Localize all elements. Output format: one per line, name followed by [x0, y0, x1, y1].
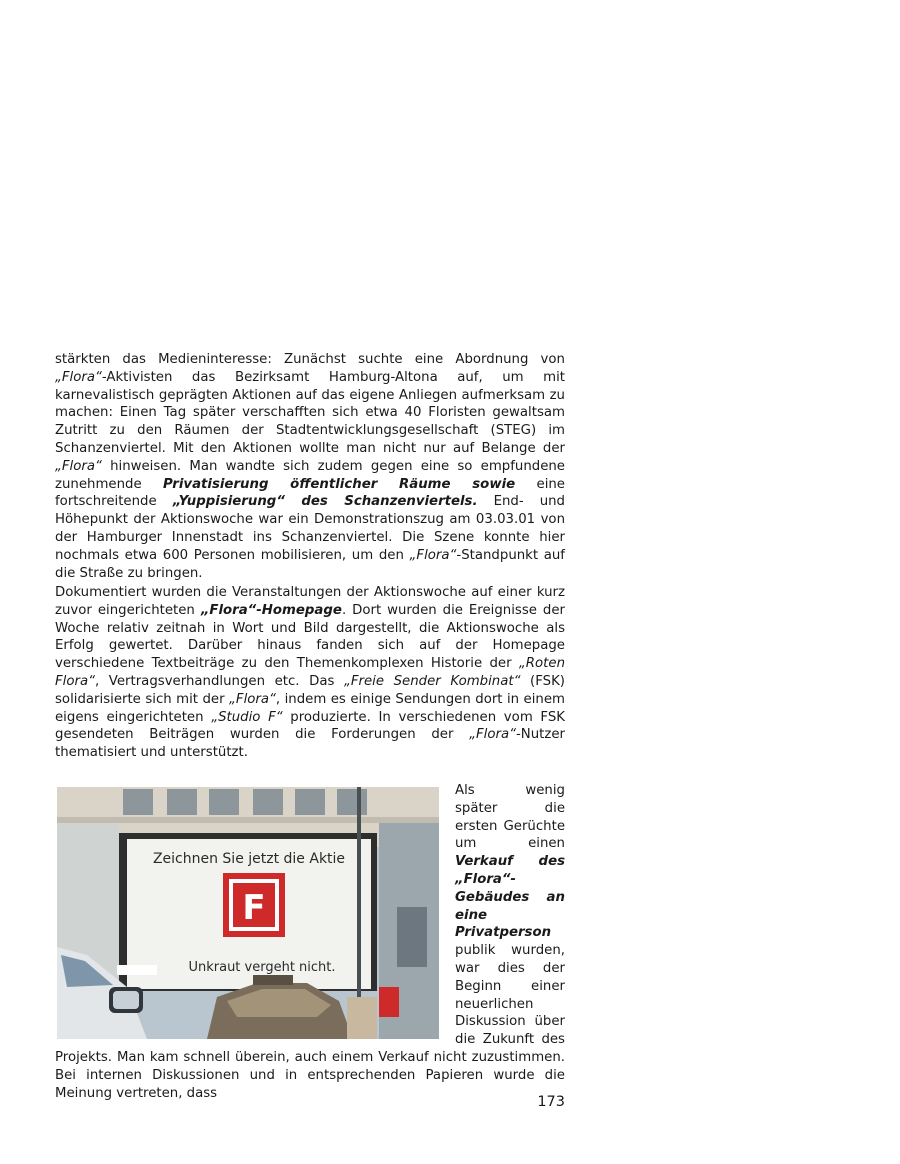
sign-logo-letter: F	[242, 888, 266, 928]
sign-slogan: Unkraut vergeht nicht.	[188, 960, 336, 975]
figure-with-wrapped-text	[55, 782, 565, 1102]
paragraph-2	[55, 584, 565, 762]
page-number: 173	[537, 1094, 565, 1110]
sign-headline: Zeichnen Sie jetzt die Aktie	[152, 851, 346, 867]
paragraph-3: Als wenig später die ersten Gerüchte um einen Verkauf des „Flora“-Gebäudes an eine Privatperson publik wurden, war dies der Beginn einer neuerlichen Diskussion über die Zukunft des Projekts. Man kam schnell überein, auch einem Verkauf nicht zuzustimmen. Bei internen Diskussionen und in entsprechenden Papieren wurde die Meinung vertreten, dass	[55, 783, 565, 1101]
paragraph-text: stärkten das Medieninteresse: Zunächst suchte eine Abordnung von „Flora“-Aktivisten das Bezirksamt Hamburg-Altona auf, um mit karnevalistisch geprägten Aktionen auf das eigene Anliegen aufmerksam zu machen: Einen Tag später verschafften sich etwa 40 Floristen gewaltsam Zutritt zu den Räumen der Stadtentwicklungsgesellschaft (STEG) im Schanzenviertel. Mit den Aktionen wollte man nicht nur auf Belange der „Flora“ hinweisen. Man wandte sich zudem gegen eine so empfundene zunehmende Privatisierung öffentlicher Räume sowie eine fortschreitende „Yuppisierung“ des Schanzenviertels. End- und Höhepunkt der Aktionswoche war ein Demonstrationszug am 03.03.01 von der Hamburger Innenstadt ins Schanzenviertel. Die Szene konnte hier nochmals etwa 600 Personen mobilisieren, um den „Flora“-Standpunkt auf die Straße zu bringen.	[55, 352, 565, 581]
paragraph-1	[55, 351, 565, 582]
paragraph-text: Dokumentiert wurden die Veranstaltungen der Aktionswoche auf einer kurz zuvor eingerichteten „Flora“-Homepage. Dort wurden die Ereignisse der Woche relativ zeitnah in Wort und Bild dargestellt, die Aktionswoche als Erfolg gewertet. Darüber hinaus fanden sich auf der Homepage verschiedene Textbeiträge zu den Themenkomplexen Historie der „Roten Flora“, Vertragsverhandlungen etc. Das „Freie Sender Kombinat“ (FSK) solidarisierte sich mit der „Flora“, indem es einige Sendungen dort in einem eigens eingerichteten „Studio F“ produzierte. In verschiedenen vom FSK gesendeten Beiträgen wurden die Forderungen der „Flora“-Nutzer thematisiert und unterstützt.	[55, 585, 565, 761]
photo-flora-billboard	[57, 787, 439, 1039]
photo-illustration	[57, 787, 439, 1039]
